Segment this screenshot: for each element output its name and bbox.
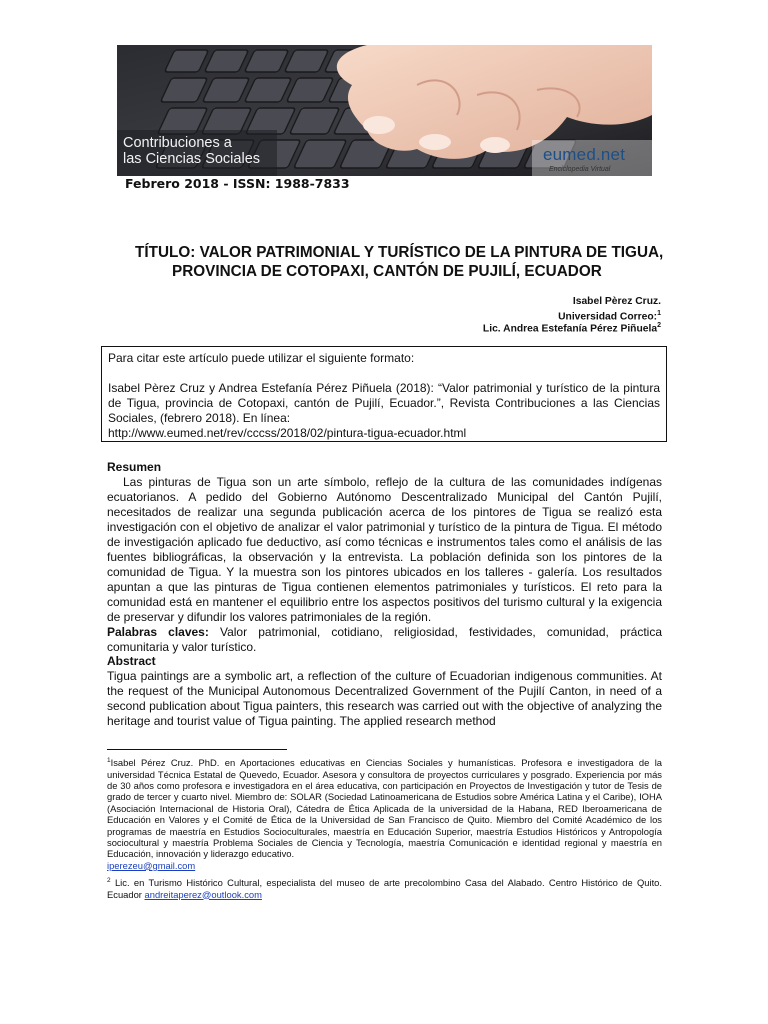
keywords-paragraph — [107, 625, 662, 655]
footnote-mark-1: 1 — [657, 310, 661, 317]
eumed-logo: eumed.net — [543, 145, 626, 164]
footnote-2-text: Lic. en Turismo Histórico Cultural, especialista del museo de arte precolombino Casa del Alabado. Centro Histórico de Quito. Ecuador — [107, 877, 662, 900]
abstract-heading: Abstract — [107, 654, 156, 668]
author-1-affiliation — [558, 310, 661, 322]
resumen-text: Las pinturas de Tigua son un arte símbolo, reflejo de la cultura de las comunidades indígenas ecuatorianos. A pedido del Gobierno Autónomo Descentralizado Municipal del Cantón Pujilí, necesitados de realizar una segunda publicación acerca de los pintores de Tigua se realizó esta investigación con el objetivo de analizar el valor patrimonial y turístico de la pintura de Tigua. El método de investigación aplicado fue deductivo, así como técnicas e instrumentos tales como el análisis de las fuentes bibliográficas, la observación y la entrevista. La población definida son los pintores de la comunidad de Tigua. Y la muestra son los pintores ubicados en los talleres - galería. Los resultados apuntan a que las pinturas de Tigua contienen elementos patrimoniales y turísticos. El reto para la comunidad está en mantener el equilibrio entre los aspectos positivos del turismo cultural y la exigencia de preservar y difundir los valores patrimoniales de la región. — [107, 475, 662, 624]
eumed-logo-subtext: Enciclopedia Virtual — [549, 166, 611, 173]
citation-intro: Para citar este artículo puede utilizar el siguiente formato: — [108, 351, 415, 365]
citation-box — [101, 346, 667, 442]
citation-body — [108, 381, 660, 441]
footnote-1-mark: 1 — [107, 757, 111, 764]
paper-title-line1: TÍTULO: VALOR PATRIMONIAL Y TURÍSTICO DE LA PINTURA DE TIGUA, — [135, 244, 664, 261]
footnote-rule — [107, 749, 287, 750]
author-1: Isabel Pèrez Cruz. — [572, 296, 661, 307]
author-2-name: Lic. Andrea Estefanía Pérez Piñuela — [482, 323, 658, 335]
abstract-text: Tigua paintings are a symbolic art, a reflection of the culture of Ecuadorian indigenous communities. At the request of the Municipal Autonomous Decentralized Government of the Pujilí Canton, in need of a second publication about Tigua painters, this research was carried out with the objective of analyzing the heritage and tourist value of Tigua painting. The applied research method — [107, 669, 662, 728]
footnote-1-text: Isabel Pérez Cruz. PhD. en Aportaciones educativas en Ciencias Sociales y humanísticas. Profesora e investigadora de la universidad Técnica Estatal de Quevedo, Ecuador. Asesora y consultora de proyectos curriculares y posgrado. Experiencia por más de 30 años como profesora e investigadora en el área educativa, con participación en Proyectos de Investigación y tutor de Tesis de grado de tercer y cuarto nivel. Miembro de: SOLAR (Sociedad Latinoamericana de Estudios sobre América Latina y el Caribe), IOHA (Asociación Internacional de Historia Oral), Cátedra de Ética Aplicada de la universidad de la Habana, RED Iberoamericana de Educación en Valores y el Comité de Ética de la Universidad de San Francisco de Quito. Miembro del Comité Académico de los programas de maestría en Estudios Socioculturales, maestría en Educación Superior, maestría Estudios Históricos y Antropología sociocultural y maestría Problema Sociales de Ciencia y Tecnología, maestría Comunicación e identidad regional y maestría en Educación, innovación y liderazgo educativo. — [107, 757, 662, 860]
footnote-mark-2: 2 — [657, 322, 661, 329]
citation-url[interactable]: http://www.eumed.net/rev/cccss/2018/02/pintura-tigua-ecuador.html — [108, 426, 467, 440]
paper-title-line2: PROVINCIA DE COTOPAXI, CANTÓN DE PUJILÍ, ECUADOR — [172, 263, 602, 280]
journal-name — [123, 135, 260, 167]
footnote-1 — [107, 755, 662, 871]
footnote-2 — [107, 875, 662, 900]
author-1-affiliation-text: Universidad Correo: — [558, 311, 658, 323]
footnote-2-mark: 2 — [107, 877, 111, 884]
journal-banner — [117, 45, 652, 176]
keywords-text: Valor patrimonial, cotidiano, religiosidad, festividades, comunidad, práctica comunitaria y valor turístico. — [107, 625, 662, 654]
journal-name-line2: las Ciencias Sociales — [123, 151, 261, 167]
resumen-heading: Resumen — [107, 460, 162, 474]
author-2 — [483, 322, 661, 334]
footnote-1-email-link[interactable]: iperezeu@gmail.com — [107, 859, 196, 871]
citation-text: Isabel Pèrez Cruz y Andrea Estefanía Pérez Piñuela (2018): “Valor patrimonial y turístico de la pintura de Tigua, provincia de Cotopaxi, cantón de Pujilí, Ecuador.”, Revista Contribuciones a las Ciencias Sociales, (febrero 2018). En línea: — [108, 381, 660, 425]
keywords-label: Palabras claves: — [107, 625, 209, 639]
journal-name-line1: Contribuciones a — [123, 135, 232, 151]
issn-line: Febrero 2018 - ISSN: 1988-7833 — [125, 176, 350, 191]
footnote-2-email-link[interactable]: andreitaperez@outlook.com — [144, 888, 262, 900]
